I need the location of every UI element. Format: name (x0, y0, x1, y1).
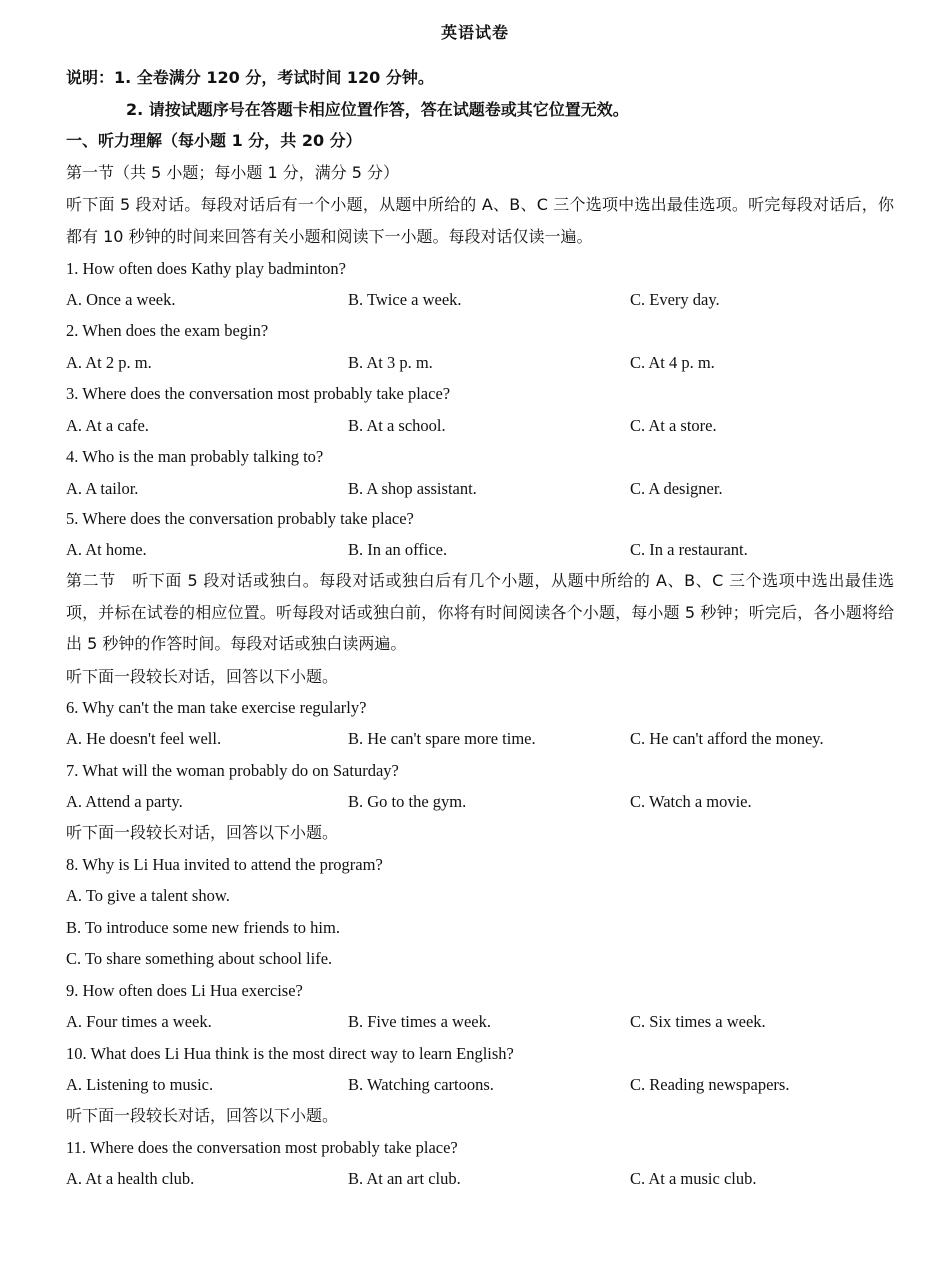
dialogue-prompt: 听下面一段较长对话，回答以下小题。 (66, 667, 339, 686)
option-b: B. A shop assistant. (348, 479, 477, 498)
option-c: C. A designer. (630, 479, 723, 498)
option-c: C. Reading newspapers. (630, 1075, 790, 1094)
options-11 (66, 1168, 926, 1190)
option-a: A. He doesn't feel well. (66, 729, 222, 748)
option-c: C. Watch a movie. (630, 792, 752, 811)
option-a: A. At home. (66, 540, 147, 559)
instructions-line-1: 说明：1. 全卷满分 120 分，考试时间 120 分钟。 (66, 68, 434, 87)
options-10 (66, 1074, 926, 1096)
option-b: B. At 3 p. m. (348, 353, 433, 372)
option-c: C. At a store. (630, 416, 717, 435)
option-a: A. A tailor. (66, 479, 139, 498)
dialogue-prompt: 听下面一段较长对话，回答以下小题。 (66, 1106, 339, 1125)
option-a: A. At 2 p. m. (66, 353, 152, 372)
option-a: A. Listening to music. (66, 1075, 214, 1094)
options-1 (66, 289, 926, 311)
options-7 (66, 791, 926, 813)
options-5 (66, 539, 926, 561)
section-heading: 一、听力理解（每小题 1 分，共 20 分） (66, 131, 362, 150)
question-9: 9. How often does Li Hua exercise? (66, 981, 303, 1000)
question-1: 1. How often does Kathy play badminton? (66, 259, 346, 278)
option-b: B. Five times a week. (348, 1012, 491, 1031)
part2-instructions: 第二节 听下面 5 段对话或独白。每段对话或独白后有几个小题，从题中所给的 A、B、C 三个选项中选出最佳选项，并标在试卷的相应位置。听每段对话或独白前，你将有时间阅读各个小题，每小题 5 秒钟；听完后，各小题将给出 5 秒钟的作答时间。每段对话或独白读两遍。 (66, 571, 894, 654)
options-2 (66, 352, 926, 374)
question-8: 8. Why is Li Hua invited to attend the program? (66, 855, 383, 874)
question-6: 6. Why can't the man take exercise regularly? (66, 698, 367, 717)
option-c: C. In a restaurant. (630, 540, 748, 559)
part1-heading: 第一节（共 5 小题；每小题 1 分，满分 5 分） (66, 163, 400, 182)
option-b: B. To introduce some new friends to him. (66, 918, 340, 937)
option-b: B. Go to the gym. (348, 792, 467, 811)
option-c: C. At a music club. (630, 1169, 757, 1188)
instructions-line-2: 2. 请按试题序号在答题卡相应位置作答，答在试题卷或其它位置无效。 (126, 100, 629, 119)
option-a: A. Once a week. (66, 290, 176, 309)
option-b: B. Watching cartoons. (348, 1075, 494, 1094)
question-3: 3. Where does the conversation most probably take place? (66, 384, 451, 403)
dialogue-prompt: 听下面一段较长对话，回答以下小题。 (66, 823, 339, 842)
question-2: 2. When does the exam begin? (66, 321, 269, 340)
option-c: C. Six times a week. (630, 1012, 766, 1031)
option-c: C. At 4 p. m. (630, 353, 715, 372)
question-10: 10. What does Li Hua think is the most direct way to learn English? (66, 1044, 514, 1063)
options-9 (66, 1011, 926, 1033)
question-7: 7. What will the woman probably do on Saturday? (66, 761, 399, 780)
option-c: C. Every day. (630, 290, 720, 309)
question-5: 5. Where does the conversation probably take place? (66, 509, 414, 528)
option-b: B. In an office. (348, 540, 448, 559)
options-4 (66, 478, 926, 500)
option-c: C. To share something about school life. (66, 949, 333, 968)
option-c: C. He can't afford the money. (630, 729, 824, 748)
option-a: A. At a health club. (66, 1169, 195, 1188)
options-6 (66, 728, 926, 750)
option-a: A. At a cafe. (66, 416, 149, 435)
option-b: B. He can't spare more time. (348, 729, 536, 748)
question-4: 4. Who is the man probably talking to? (66, 447, 324, 466)
part1-instructions: 听下面 5 段对话。每段对话后有一个小题，从题中所给的 A、B、C 三个选项中选出最佳选项。听完每段对话后，你都有 10 秒钟的时间来回答有关小题和阅读下一小题。每段对话仅读一遍。 (66, 195, 894, 246)
page-title: 英语试卷 (440, 23, 509, 42)
question-11: 11. Where does the conversation most probably take place? (66, 1138, 458, 1157)
options-3 (66, 415, 926, 437)
option-b: B. At a school. (348, 416, 446, 435)
option-a: A. To give a talent show. (66, 886, 230, 905)
option-a: A. Attend a party. (66, 792, 183, 811)
option-a: A. Four times a week. (66, 1012, 212, 1031)
option-b: B. Twice a week. (348, 290, 462, 309)
option-b: B. At an art club. (348, 1169, 461, 1188)
